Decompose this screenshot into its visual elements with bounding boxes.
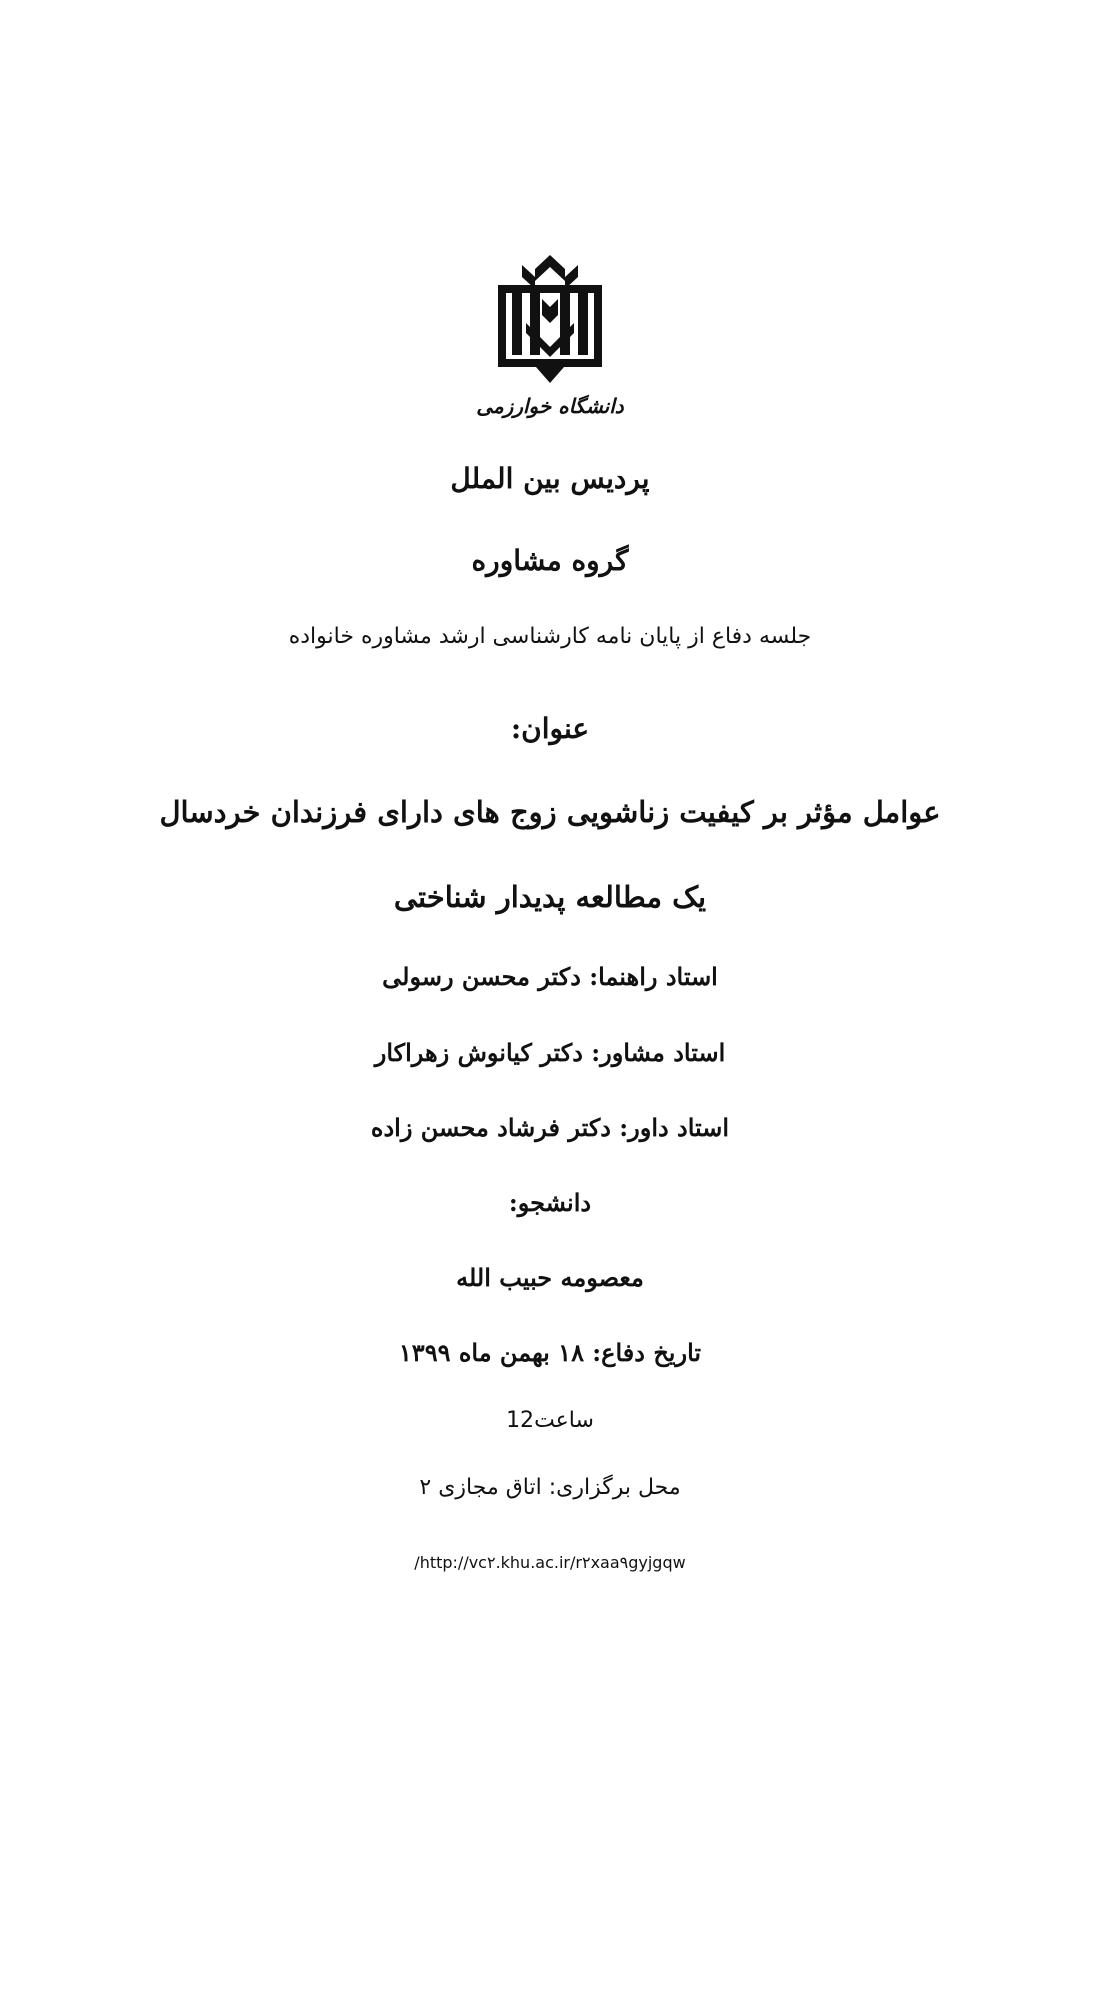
session-description: جلسه دفاع از پایان نامه کارشناسی ارشد مشاوره خانواده	[288, 624, 812, 649]
student-label: دانشجو:	[508, 1188, 592, 1217]
university-logo	[476, 255, 624, 420]
defense-date: تاریخ دفاع: ۱۸ بهمن ماه ۱۳۹۹	[398, 1338, 702, 1367]
title-label: عنوان:	[510, 712, 590, 745]
defense-time: ساعت12	[506, 1408, 594, 1433]
department-name: گروه مشاوره	[471, 544, 629, 577]
svg-text:دانشگاه خوارزمی: دانشگاه خوارزمی	[476, 394, 624, 418]
campus-name: پردیس بین الملل	[450, 462, 650, 495]
meeting-link[interactable]: /http://vc٢.khu.ac.ir/r٢xaa٩gyjgqw	[414, 1553, 686, 1572]
thesis-subtitle: یک مطالعه پدیدار شناختی	[393, 880, 707, 914]
student-name: معصومه حبیب الله	[456, 1263, 644, 1292]
advisor-line: استاد مشاور: دکتر کیانوش زهراکار	[374, 1038, 726, 1067]
kharazmi-emblem-icon	[476, 255, 624, 420]
referee-line: استاد داور: دکتر فرشاد محسن زاده	[370, 1113, 730, 1142]
thesis-title: عوامل مؤثر بر کیفیت زناشویی زوج های دارای فرزندان خردسال	[159, 795, 941, 829]
supervisor-line: استاد راهنما: دکتر محسن رسولی	[382, 962, 718, 991]
defense-venue: محل برگزاری: اتاق مجازی ۲	[419, 1475, 681, 1500]
